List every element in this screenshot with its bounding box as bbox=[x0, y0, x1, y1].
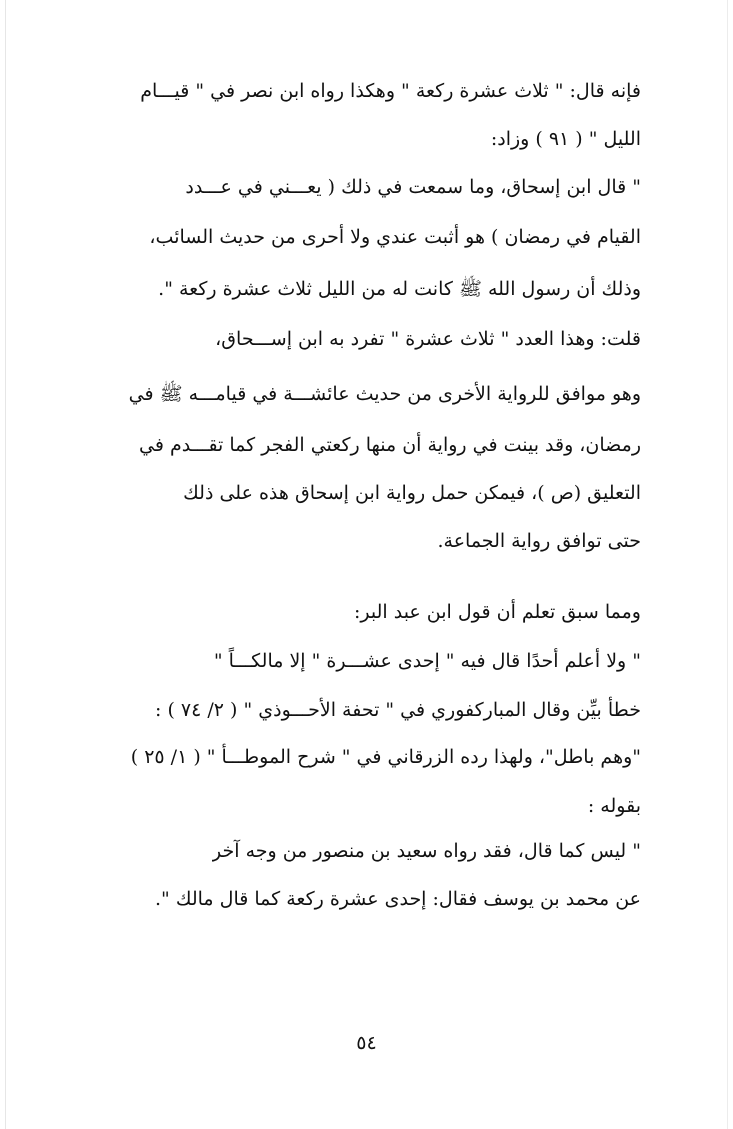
text-line-9: التعليق (ص )، فيمكن حمل رواية ابن إسحاق هذه على ذلك bbox=[183, 482, 641, 504]
text-line-1: فإنه قال: " ثلاث عشرة ركعة " وهكذا رواه ابن نصر في " قيـــام bbox=[140, 80, 641, 102]
page-edge-left bbox=[5, 0, 6, 1129]
text-line-4: القيام في رمضان ) هو أثبت عندي ولا أحرى من حديث السائب، bbox=[149, 226, 641, 248]
text-line-3: " قال ابن إسحاق، وما سمعت في ذلك ( يعـــني في عـــدد bbox=[185, 176, 641, 198]
text-line-7: وهو موافق للرواية الأخرى من حديث عائشـــة في قيامـــه ﷺ في bbox=[128, 383, 641, 405]
text-line-10: حتى توافق رواية الجماعة. bbox=[437, 530, 641, 552]
text-line-6: قلت: وهذا العدد " ثلاث عشرة " تفرد به ابن إســـحاق، bbox=[215, 328, 641, 350]
text-line-13: خطأ بيِّن وقال المباركفوري في " تحفة الأحـــوذي " ( ٢/ ٧٤ ) : bbox=[155, 699, 641, 721]
text-line-5: وذلك أن رسول الله ﷺ كانت له من الليل ثلاث عشرة ركعة ". bbox=[158, 278, 641, 300]
text-line-17: عن محمد بن يوسف فقال: إحدى عشرة ركعة كما قال مالك ". bbox=[155, 888, 641, 910]
text-line-15: بقوله : bbox=[587, 795, 641, 817]
page-number: ٥٤ bbox=[356, 1032, 377, 1054]
page-edge-right bbox=[727, 0, 728, 1129]
text-line-16: " ليس كما قال، فقد رواه سعيد بن منصور من وجه آخر bbox=[212, 840, 641, 862]
text-line-14: "وهم باطل"، ولهذا رده الزرقاني في " شرح الموطـــأ " ( ١/ ٢٥ ) bbox=[130, 746, 641, 768]
text-line-12: " ولا أعلم أحدًا قال فيه " إحدى عشـــرة " إلا مالكـــاً " bbox=[213, 650, 641, 672]
text-line-11: ومما سبق تعلم أن قول ابن عبد البر: bbox=[354, 601, 641, 623]
text-line-8: رمضان، وقد بينت في رواية أن منها ركعتي الفجر كما تقـــدم في bbox=[139, 434, 641, 456]
text-line-2: الليل " ( ٩١ ) وزاد: bbox=[490, 128, 641, 150]
